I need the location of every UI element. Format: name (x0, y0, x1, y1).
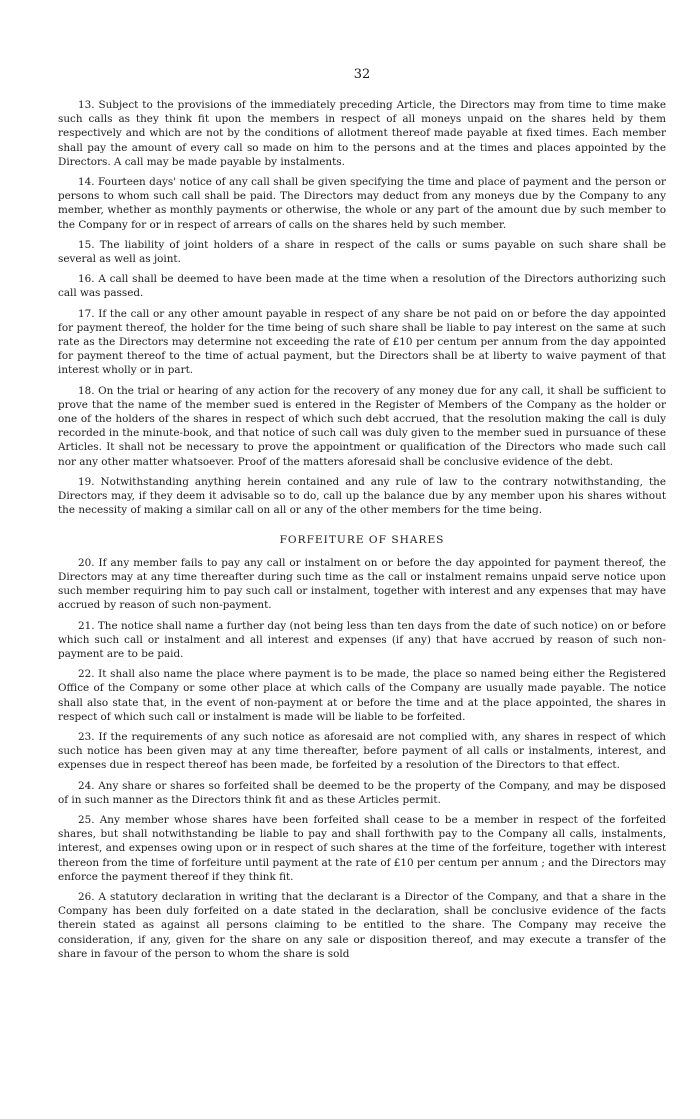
section-heading: FORFEITURE OF SHARES (279, 534, 445, 547)
article-22-paragraph: 22. It shall also name the place where payment is to be made, the place so named being either the Registered Office of the Company or some other place at which calls of the Company are usually made payable. The notice shall also state that, in the event of non-payment at or before the time and at the place appointed, the shares in respect of which such call or instalment is made will be liable to be forfeited. (58, 668, 666, 723)
article-18-paragraph: 18. On the trial or hearing of any action for the recovery of any money due for any call, it shall be sufficient to prove that the name of the member sued is entered in the Register of Members of the Company as the holder or one of the holders of the shares in respect of which such debt accrued, that the resolution making the call is duly recorded in the minute-book, and that notice of such call was duly given to the member sued in pursuance of these Articles. It shall not be necessary to prove the appointment or qualification of the Directors who made such call nor any other matter whatsoever. Proof of the matters aforesaid shall be conclusive evidence of the debt. (58, 384, 666, 468)
article-19-paragraph: 19. Notwithstanding anything herein contained and any rule of law to the contrary notwithstanding, the Directors may, if they deem it advisable so to do, call up the balance due by any member upon his shares without the necessity of making a similar call on all or any of the other members for the time being. (58, 475, 666, 517)
article-16-paragraph: 16. A call shall be deemed to have been made at the time when a resolution of the Directors authorizing such call was passed. (58, 273, 666, 300)
article-24-paragraph: 24. Any share or shares so forfeited shall be deemed to be the property of the Company, and may be disposed of in such manner as the Directors think fit and as these Articles permit. (58, 779, 666, 806)
article-25-paragraph: 25. Any member whose shares have been forfeited shall cease to be a member in respect of the forfeited shares, but shall notwithstanding be liable to pay and shall forthwith pay to the Company all calls, instalments, interest, and expenses owing upon or in respect of such shares at the time of the forfeiture, together with interest thereon from the time of forfeiture until payment at the rate of £10 per centum per annum ; and the Directors may enforce the payment thereof if they think fit. (58, 813, 666, 883)
article-15-paragraph: 15. The liability of joint holders of a share in respect of the calls or sums payable on such share shall be several as well as joint. (58, 238, 666, 266)
article-17-paragraph: 17. If the call or any other amount payable in respect of any share be not paid on or before the day appointed for payment thereof, the holder for the time being of such share shall be liable to pay interest on the same at such rate as the Directors may determine not exceeding the rate of £10 per centum per annum from the day appointed for payment thereof to the time of actual payment, but the Directors shall be at liberty to waive payment of that interest wholly or in part. (58, 307, 666, 377)
page-number: 32 (353, 67, 371, 82)
article-20-paragraph: 20. If any member fails to pay any call or instalment on or before the day appointed for payment thereof, the Directors may at any time thereafter during such time as the call or instalment remains unpaid serve notice upon such member requiring him to pay such call or instalment, together with interest and any expenses that may have accrued by reason of such non-payment. (58, 556, 666, 612)
article-21-paragraph: 21. The notice shall name a further day (not being less than ten days from the date of such notice) on or before which such call or instalment and all interest and expenses (if any) that have accrued by reason of such non-payment are to be paid. (58, 619, 666, 660)
article-14-paragraph: 14. Fourteen days' notice of any call shall be given specifying the time and place of payment and the person or persons to whom such call shall be paid. The Directors may deduct from any moneys due by the Company to any member, whether as monthly payments or otherwise, the whole or any part of the amount due by such member to the Company for or in respect of arrears of calls on the shares held by such member. (58, 176, 666, 231)
document-page (58, 68, 666, 967)
article-23-paragraph: 23. If the requirements of any such notice as aforesaid are not complied with, any shares in respect of which such notice has been given may at any time thereafter, before payment of all calls or instalments, interest, and expenses due in respect thereof has been made, be forfeited by a resolution of the Directors to that effect. (58, 730, 666, 772)
article-13-paragraph: 13. Subject to the provisions of the immediately preceding Article, the Directors may from time to time make such calls as they think fit upon the members in respect of all moneys unpaid on the shares held by them respectively and which are not by the conditions of allotment thereof made payable at fixed times. Each member shall pay the amount of every call so made on him to the persons and at the times and places appointed by the Directors. A call may be made payable by instalments. (58, 99, 666, 168)
article-26-paragraph: 26. A statutory declaration in writing that the declarant is a Director of the Company, and that a share in the Company has been duly forfeited on a date stated in the declaration, shall be conclusive evidence of the facts therein stated as against all persons claiming to be entitled to the share. The Company may receive the consideration, if any, given for the share on any sale or disposition thereof, and may execute a transfer of the share in favour of the person to whom the share is sold (58, 890, 666, 960)
